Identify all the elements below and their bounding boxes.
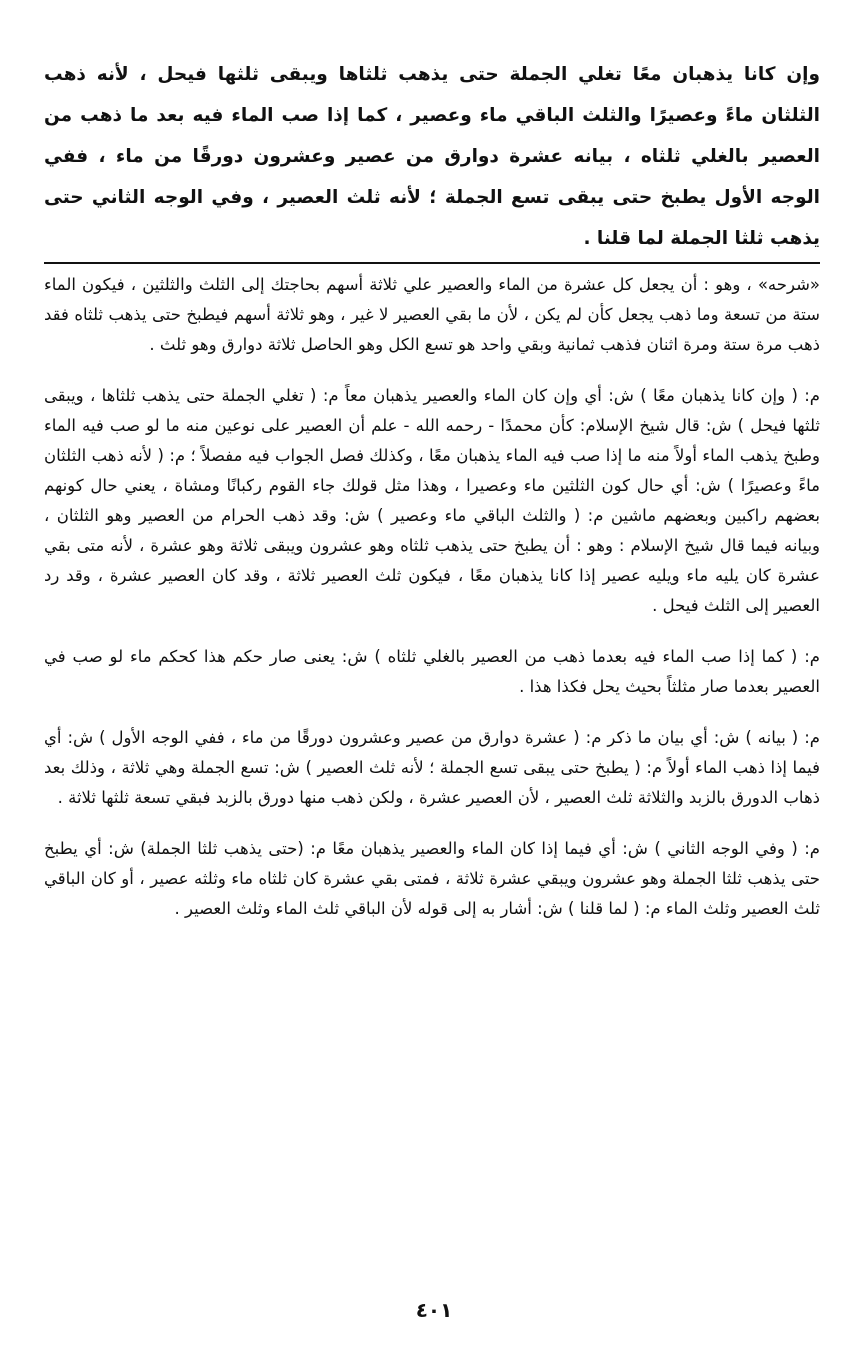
commentary-paragraph-4: م: ( بيانه ) ش: أي بيان ما ذكر م: ( عشرة دوارق من عصير وعشرون دورقًا من ماء ، ففي الوجه الأول ) ش: أي فيما إذا ذهب الماء أولاً م: ( يطبخ حتى يبقى تسع الجملة ؛ لأنه ثلث العصير ) ش: تسع الجملة وهي ثلاثة ، وذلك بعد ذهاب الدورق بالزبد والثلاثة ثلث العصير ، لأن العصير عشرة ، ولكن ذهب منها دورق بالزبد فبقي تسعة ثلثها ثلاثة . [44,728,820,807]
commentary-paragraph-5: م: ( وفي الوجه الثاني ) ش: أي فيما إذا كان الماء والعصير يذهبان معًا م: (حتى يذهب ثلثا الجملة) ش: أي يطبخ حتى يذهب ثلثا الجملة وهو عشرون ويبقي عشرة ثلاثة ، فمتى بقي عشرة كان ثلثاه ماء وثلثه عصير ، أو كان الباقي ثلث العصير وثلث الماء م: ( لما قلنا ) ش: أشار به إلى قوله لأن الباقي ثلث الماء وثلث العصير . [44,839,820,918]
separator-line [44,262,820,264]
commentary-paragraph-1: «شرحه» ، وهو : أن يجعل كل عشرة من الماء والعصير علي ثلاثة أسهم بحاجتك إلى الثلث والثلثين ، فيكون الماء ستة من تسعة وما ذهب يجعل كأن لم يكن ، لأن ما بقي العصير لا غير ، وهو ثلاثة أسهم فيطبخ حتى يذهب ثلثاه فقد ذهب مرة ستة ومرة اثنان فذهب ثمانية وبقي واحد هو تسع الكل وهو الحاصل ثلاثة دوارق وهو ثلث . [44,275,820,354]
matn-text-block [44,54,820,259]
matn-paragraph: وإن كانا يذهبان معًا تغلي الجملة حتى يذهب ثلثاها ويبقى ثلثها فيحل ، لأنه ذهب الثلثان ماءً وعصيرًا والثلث الباقي ماء وعصير ، كما إذا صب الماء فيه بعد ما ذهب من العصير بالغلي ثلثاه ، بيانه عشرة دوارق من عصير وعشرون دورقًا من ماء ، ففي الوجه الأول يطبخ حتى يبقى تسع الجملة ؛ لأنه ثلث العصير ، وفي الوجه الثاني حتى يذهب ثلثا الجملة لما قلنا . [44,64,820,249]
commentary-text-block [44,270,820,945]
page-number: ٤٠١ [415,1298,453,1322]
commentary-paragraph-3: م: ( كما إذا صب الماء فيه بعدما ذهب من العصير بالغلي ثلثاه ) ش: يعنى صار حكم هذا كحكم ماء لو صب في العصير بعدما صار مثلثاً بحيث يحل فكذا هذا . [44,647,820,696]
commentary-paragraph-2: م: ( وإن كانا يذهبان معًا ) ش: أي وإن كان الماء والعصير يذهبان معاً م: ( تغلي الجملة حتى يذهب ثلثاها ، ويبقى ثلثها فيحل ) ش: قال شيخ الإسلام: كأن محمدًا - رحمه الله - علم أن العصير على نوعين منه ما لو صب فيه الماء وطبخ يذهب الماء أولاً منه ما إذا صب فيه الماء يذهبان معًا ، وكذلك فصل الجواب فيه مفصلاً ؛ م: ( لأنه ذهب الثلثان ماءً وعصيرًا ) ش: أي حال كون الثلثين ماء وعصيرا ، وهذا مثل قولك جاء القوم ركبانًا ومشاة ، يعني حال كونهم بعضهم راكبين وبعضهم ماشين م: ( والثلث الباقي ماء وعصير ) ش: وقد ذهب الحرام من العصير وهو الثلثان ، وبيانه فيما قال شيخ الإسلام : وهو : أن يطبخ حتى يذهب ثلثاه وهو عشرون ويبقى ثلاثة وهو عشرة ، لأنه متى بقي عشرة كان يليه ماء ويليه عصير إذا كانا يذهبان معًا ، فيكون ثلث العصير ثلاثة ، وقد كان العصير عشرة ، وقد رد العصير إلى الثلث فيحل . [44,386,820,615]
